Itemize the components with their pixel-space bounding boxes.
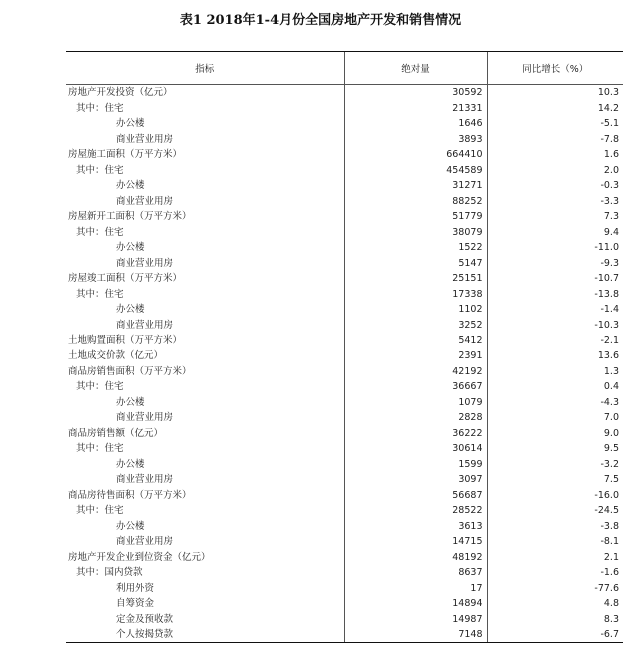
row-value: 14987 (344, 611, 487, 626)
table-row (66, 271, 623, 286)
table-row (66, 519, 623, 534)
row-value: 14715 (344, 534, 487, 549)
row-growth: -2.1 (487, 333, 623, 348)
table-row (66, 581, 623, 596)
row-value: 31271 (344, 178, 487, 193)
table-row (66, 348, 623, 363)
row-label: 房地产开发企业到位资金（亿元） (68, 551, 211, 563)
row-value: 3613 (344, 519, 487, 534)
row-value: 2828 (344, 410, 487, 425)
row-growth: -6.7 (487, 627, 623, 643)
row-label: 商业营业用房 (116, 319, 174, 331)
row-value: 17 (344, 581, 487, 596)
row-value: 1102 (344, 302, 487, 317)
row-value: 48192 (344, 550, 487, 565)
row-growth: 2.1 (487, 550, 623, 565)
row-value: 1646 (344, 116, 487, 131)
row-value: 38079 (344, 224, 487, 239)
table-row (66, 426, 623, 441)
row-growth: -4.3 (487, 395, 623, 410)
table-row (66, 364, 623, 379)
row-label: 其中：住宅 (76, 226, 124, 238)
row-growth: -9.3 (487, 255, 623, 270)
row-label: 商业营业用房 (116, 195, 174, 207)
row-growth: 14.2 (487, 100, 623, 115)
table-row (66, 240, 623, 255)
row-label: 商品房销售面积（万平方米） (68, 365, 192, 377)
row-growth: -10.7 (487, 271, 623, 286)
table-row (66, 550, 623, 565)
row-growth: -11.0 (487, 240, 623, 255)
row-label: 办公楼 (116, 304, 145, 316)
table-row (66, 441, 623, 456)
row-label: 办公楼 (116, 118, 145, 130)
row-label: 办公楼 (116, 180, 145, 192)
row-growth: -3.2 (487, 457, 623, 472)
row-value: 2391 (344, 348, 487, 363)
row-label: 商业营业用房 (116, 133, 174, 145)
table-row (66, 611, 623, 626)
row-label: 土地购置面积（万平方米） (68, 334, 183, 346)
row-growth: -8.1 (487, 534, 623, 549)
row-value: 7148 (344, 627, 487, 643)
row-growth: -16.0 (487, 488, 623, 503)
row-label: 房屋施工面积（万平方米） (68, 149, 183, 161)
row-growth: -77.6 (487, 581, 623, 596)
table-body (66, 85, 623, 643)
row-growth: 7.0 (487, 410, 623, 425)
row-label: 商品房待售面积（万平方米） (68, 489, 192, 501)
row-label: 利用外资 (116, 582, 155, 594)
row-growth: 7.3 (487, 209, 623, 224)
header-indicator: 指标 (66, 52, 344, 85)
row-growth: -13.8 (487, 286, 623, 301)
row-growth: -1.6 (487, 565, 623, 580)
table-row (66, 565, 623, 580)
statistics-table (66, 51, 623, 643)
row-label: 定金及预收款 (116, 613, 174, 625)
row-value: 454589 (344, 162, 487, 177)
row-growth: -0.3 (487, 178, 623, 193)
row-label: 商业营业用房 (116, 474, 174, 486)
row-label: 办公楼 (116, 242, 145, 254)
row-value: 42192 (344, 364, 487, 379)
row-value: 14894 (344, 596, 487, 611)
row-label: 其中：住宅 (76, 102, 124, 114)
row-value: 36667 (344, 379, 487, 394)
table-row (66, 488, 623, 503)
row-growth: 8.3 (487, 611, 623, 626)
table-row (66, 178, 623, 193)
table-row (66, 317, 623, 332)
row-value: 88252 (344, 193, 487, 208)
row-value: 5412 (344, 333, 487, 348)
row-growth: 0.4 (487, 379, 623, 394)
row-growth: 1.6 (487, 147, 623, 162)
row-label: 办公楼 (116, 396, 145, 408)
row-value: 3252 (344, 317, 487, 332)
table-row (66, 472, 623, 487)
row-value: 56687 (344, 488, 487, 503)
table-row (66, 116, 623, 131)
table-row (66, 627, 623, 643)
table-row (66, 302, 623, 317)
row-label: 其中：住宅 (76, 164, 124, 176)
row-label: 办公楼 (116, 458, 145, 470)
table-row (66, 503, 623, 518)
table-row (66, 379, 623, 394)
row-label: 其中：住宅 (76, 381, 124, 393)
table-row (66, 410, 623, 425)
table-header (66, 52, 623, 85)
table-row (66, 85, 623, 101)
row-label: 土地成交价款（亿元） (68, 350, 164, 362)
row-growth: -5.1 (487, 116, 623, 131)
row-label: 房屋竣工面积（万平方米） (68, 273, 183, 285)
row-value: 5147 (344, 255, 487, 270)
row-value: 3893 (344, 131, 487, 146)
row-growth: 9.0 (487, 426, 623, 441)
row-value: 25151 (344, 271, 487, 286)
table-row (66, 333, 623, 348)
table-row (66, 596, 623, 611)
table-title: 表1 2018年1-4月份全国房地产开发和销售情况 (179, 13, 462, 28)
row-growth: 7.5 (487, 472, 623, 487)
table-row (66, 193, 623, 208)
row-growth: -3.8 (487, 519, 623, 534)
table-row (66, 534, 623, 549)
row-growth: -7.8 (487, 131, 623, 146)
row-label: 办公楼 (116, 520, 145, 532)
row-growth: -3.3 (487, 193, 623, 208)
row-value: 30614 (344, 441, 487, 456)
header-absolute-value: 绝对量 (344, 52, 487, 85)
row-value: 1599 (344, 457, 487, 472)
row-label: 商业营业用房 (116, 257, 174, 269)
row-growth: 13.6 (487, 348, 623, 363)
table-row (66, 286, 623, 301)
row-value: 30592 (344, 85, 487, 101)
row-label: 其中：住宅 (76, 288, 124, 300)
row-value: 1522 (344, 240, 487, 255)
table-row (66, 224, 623, 239)
table-row (66, 209, 623, 224)
row-value: 36222 (344, 426, 487, 441)
table-row (66, 162, 623, 177)
row-label: 商业营业用房 (116, 412, 174, 424)
row-label: 其中：住宅 (76, 443, 124, 455)
row-growth: 9.5 (487, 441, 623, 456)
table-row (66, 395, 623, 410)
row-label: 房屋新开工面积（万平方米） (68, 211, 192, 223)
table-row (66, 255, 623, 270)
row-growth: 9.4 (487, 224, 623, 239)
row-label: 商业营业用房 (116, 536, 174, 548)
row-growth: 2.0 (487, 162, 623, 177)
row-label: 房地产开发投资（亿元） (68, 87, 173, 99)
row-value: 664410 (344, 147, 487, 162)
row-label: 其中：住宅 (76, 505, 124, 517)
row-value: 17338 (344, 286, 487, 301)
table-row (66, 457, 623, 472)
row-value: 3097 (344, 472, 487, 487)
row-growth: 4.8 (487, 596, 623, 611)
row-label: 其中：国内贷款 (76, 567, 143, 579)
table-row (66, 100, 623, 115)
row-growth: 10.3 (487, 85, 623, 101)
row-label: 个人按揭贷款 (66, 627, 344, 643)
row-value: 8637 (344, 565, 487, 580)
row-growth: -1.4 (487, 302, 623, 317)
row-label: 自筹资金 (116, 598, 155, 610)
row-value: 21331 (344, 100, 487, 115)
row-value: 51779 (344, 209, 487, 224)
header-yoy-growth: 同比增长（%） (487, 52, 623, 85)
row-growth: -10.3 (487, 317, 623, 332)
row-value: 1079 (344, 395, 487, 410)
table-row (66, 131, 623, 146)
row-value: 28522 (344, 503, 487, 518)
row-growth: -24.5 (487, 503, 623, 518)
row-growth: 1.3 (487, 364, 623, 379)
table-row (66, 147, 623, 162)
row-label: 商品房销售额（亿元） (68, 427, 164, 439)
